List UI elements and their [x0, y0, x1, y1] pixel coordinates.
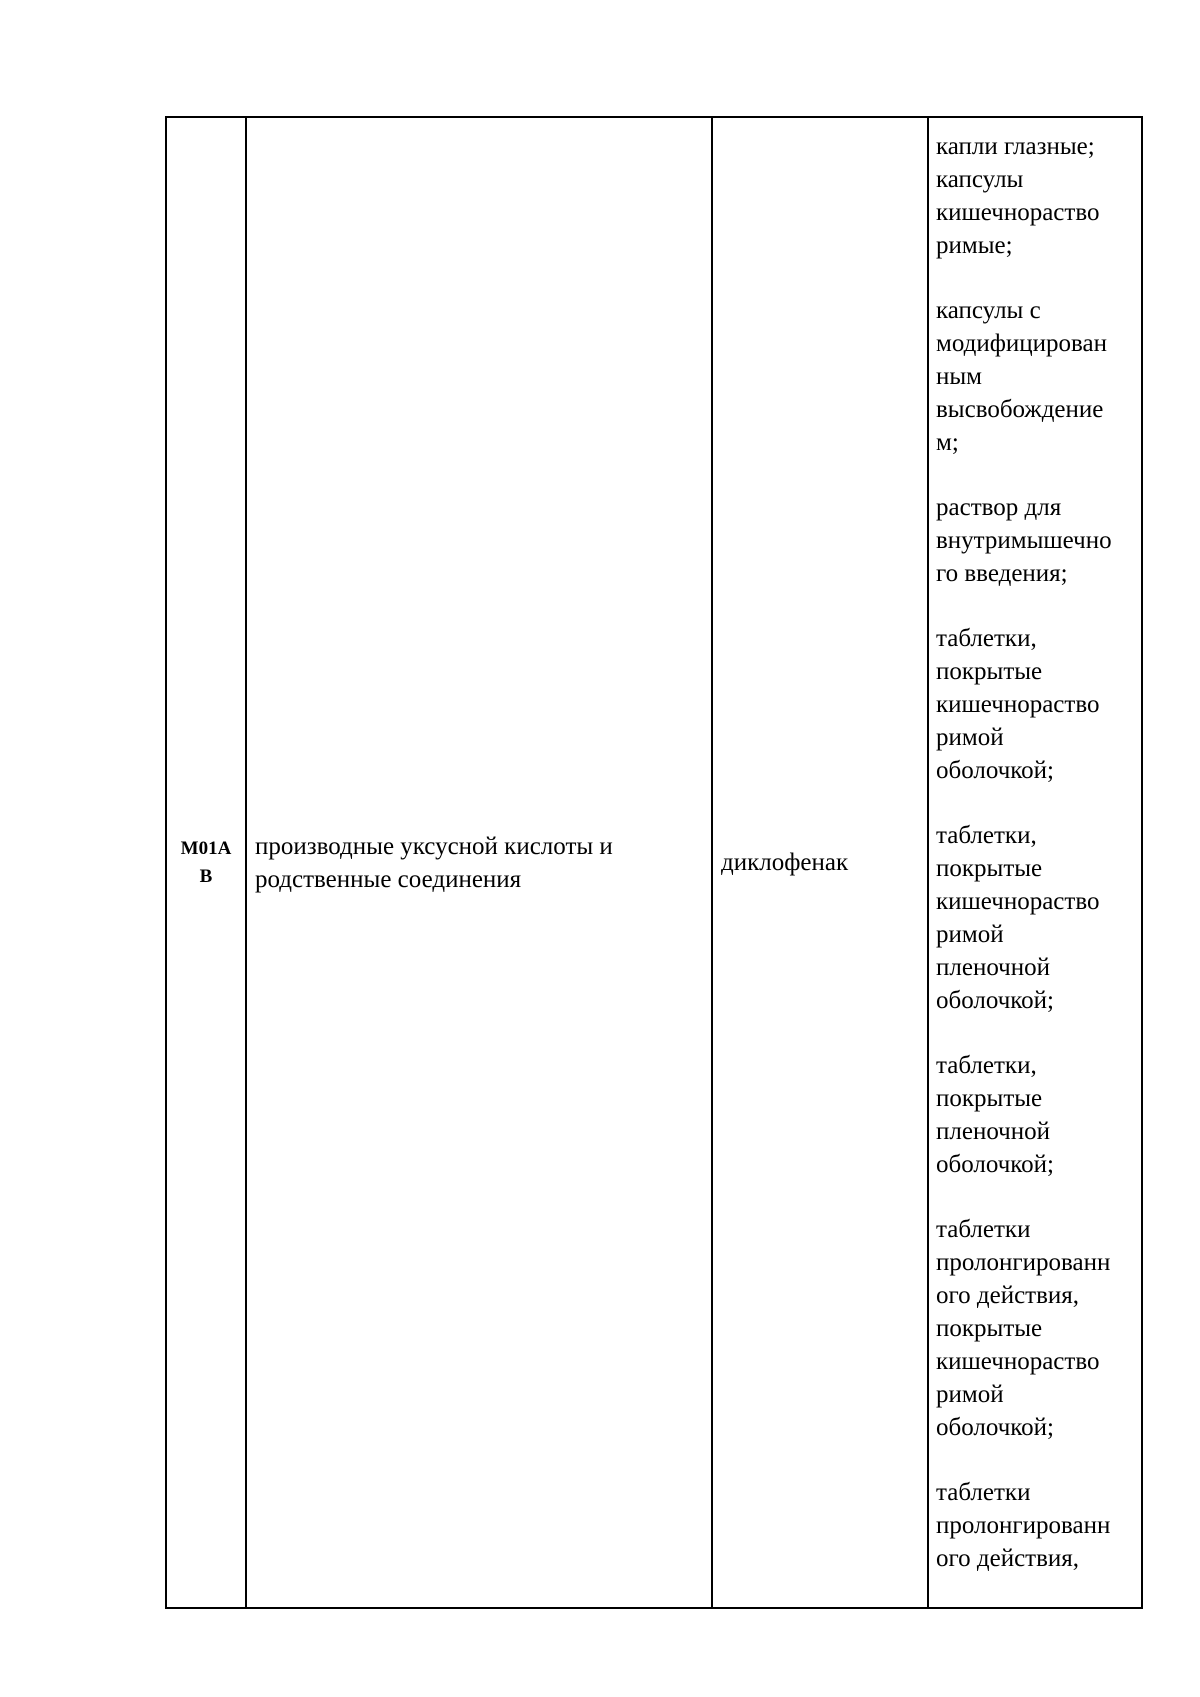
dosage-form-line: оболочкой; — [936, 987, 1054, 1014]
dosage-form-line: кишечнораство — [936, 1348, 1100, 1375]
dosage-form-line: римой — [936, 724, 1004, 751]
dosage-form-line: внутримышечно — [936, 527, 1112, 554]
dosage-form-line: покрытые — [936, 658, 1043, 685]
dosage-form-line: ого действия, — [936, 1545, 1080, 1572]
dosage-form-item — [936, 130, 1137, 262]
dosage-form-line: покрытые — [936, 855, 1043, 882]
dosage-form-item — [936, 819, 1137, 1017]
dosage-form-line: пролонгированн — [936, 1512, 1111, 1539]
dosage-form-line: кишечнораство — [936, 199, 1100, 226]
dosage-form-line: кишечнораство — [936, 888, 1100, 915]
inn-name: диклофенак — [721, 849, 849, 876]
dosage-form-line: капли глазные; — [936, 133, 1095, 160]
dosage-form-line: таблетки — [936, 1216, 1031, 1243]
dosage-form-line: оболочкой; — [936, 1151, 1054, 1178]
dosage-form-line: раствор для — [936, 494, 1062, 521]
dosage-form-line: таблетки — [936, 1479, 1031, 1506]
atc-code-line-1: M01A — [180, 837, 232, 859]
dosage-form-item — [936, 1213, 1137, 1444]
inn-cell — [712, 117, 928, 1608]
dosage-form-line: кишечнораство — [936, 691, 1100, 718]
atc-code-line-2: B — [199, 865, 213, 887]
drug-table — [165, 116, 1143, 1609]
dosage-form-line: капсулы с — [936, 297, 1041, 324]
dosage-form-line: капсулы — [936, 166, 1024, 193]
dosage-form-line: ным — [936, 363, 982, 390]
group-name-cell — [246, 117, 712, 1608]
table-row — [166, 117, 1142, 1608]
dosage-form-line: покрытые — [936, 1085, 1043, 1112]
dosage-form-item — [936, 1049, 1137, 1181]
atc-code-cell — [166, 117, 246, 1608]
dosage-form-item — [936, 294, 1137, 459]
dosage-forms-cell — [928, 117, 1142, 1608]
group-name: производные уксусной кислоты и родственные соединения — [255, 832, 613, 893]
dosage-form-line: модифицирован — [936, 330, 1107, 357]
dosage-form-line: римые; — [936, 232, 1013, 259]
dosage-form-line: го введения; — [936, 560, 1068, 587]
dosage-form-line: ого действия, — [936, 1282, 1080, 1309]
dosage-forms-list — [936, 130, 1137, 1575]
dosage-form-line: пролонгированн — [936, 1249, 1111, 1276]
dosage-form-line: таблетки, — [936, 625, 1037, 652]
atc-code — [178, 835, 234, 891]
dosage-form-line: оболочкой; — [936, 1414, 1054, 1441]
dosage-form-line: пленочной — [936, 954, 1051, 981]
dosage-form-line: покрытые — [936, 1315, 1043, 1342]
dosage-form-line: м; — [936, 429, 959, 456]
dosage-form-line: высвобождение — [936, 396, 1104, 423]
dosage-form-line: таблетки, — [936, 1052, 1037, 1079]
dosage-form-item — [936, 1476, 1137, 1575]
dosage-form-line: таблетки, — [936, 822, 1037, 849]
dosage-form-line: римой — [936, 1381, 1004, 1408]
dosage-form-item — [936, 622, 1137, 787]
dosage-form-line: римой — [936, 921, 1004, 948]
dosage-form-item — [936, 491, 1137, 590]
dosage-form-line: пленочной — [936, 1118, 1051, 1145]
dosage-form-line: оболочкой; — [936, 757, 1054, 784]
